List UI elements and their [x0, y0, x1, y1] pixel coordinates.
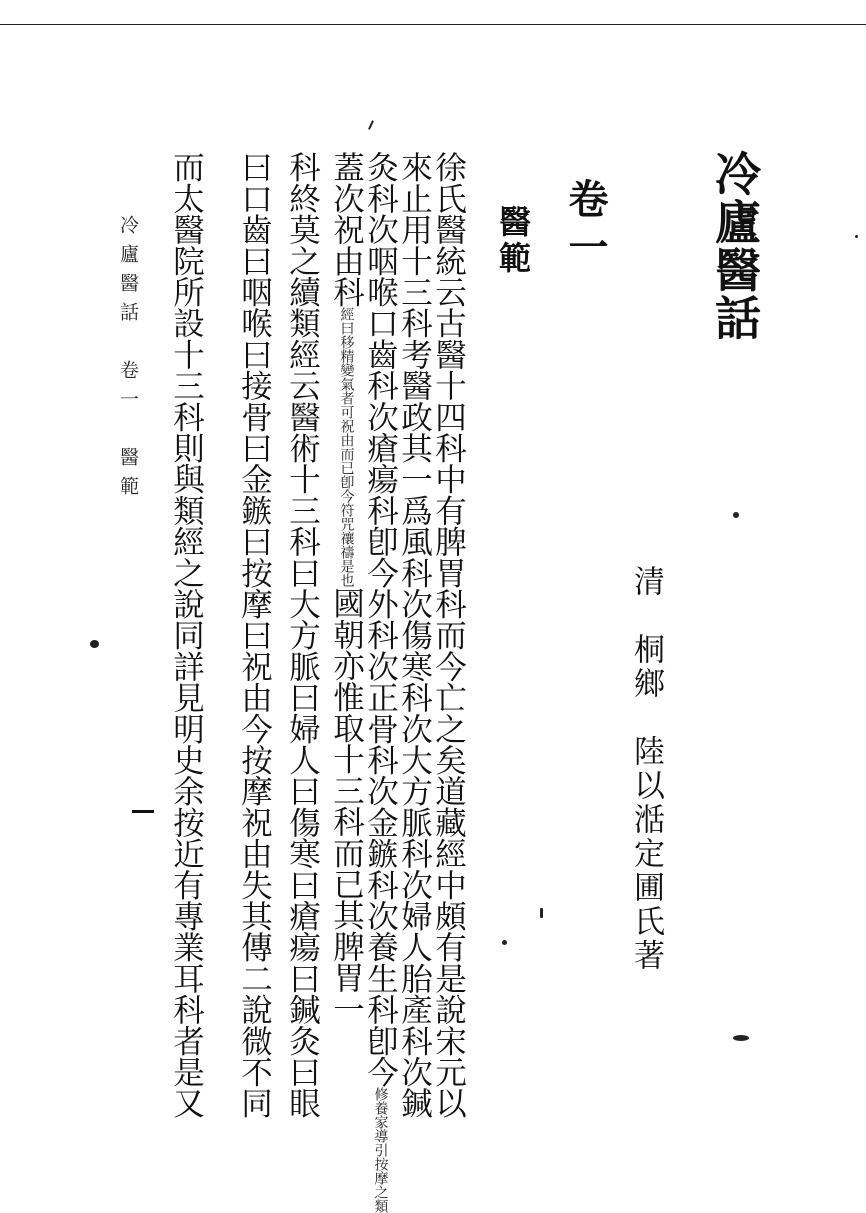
ink-speck: [733, 512, 739, 518]
body-column-2: 來止用十三科考醫政其一爲風科次傷寒科次大方脈科次婦人胎產科次鍼: [396, 151, 433, 1119]
body-column-4: [328, 151, 365, 1024]
ink-speck: [502, 940, 507, 945]
body-column-4-note: 經曰移精變氣者可祝由而已卽今符咒禳禱是也: [338, 307, 355, 588]
author-line: 清 桐鄉 陸以湉定圃氏著: [628, 565, 664, 973]
ink-speck: [855, 235, 858, 238]
body-column-6: 曰口齒曰咽喉曰接骨曰金鏃曰按摩曰祝由今按摩祝由失其傳二說微不同: [236, 151, 273, 1119]
volume-heading: 卷一: [562, 178, 609, 274]
body-column-3: [362, 151, 399, 1213]
margin-running-title: 冷廬醫話 卷一 醫範: [117, 215, 139, 505]
ink-speck: [733, 1035, 749, 1041]
ink-speck: [368, 120, 374, 130]
body-column-4-tail: 國朝亦惟取十三科而已其脾胃一: [328, 587, 365, 1024]
section-heading: 醫範: [494, 205, 532, 277]
folio-number: [132, 810, 154, 813]
book-title: 冷廬醫話: [708, 150, 762, 342]
body-column-1: 徐氏醫統云古醫十四科中有脾胃科而今亡之矣道藏經中頗有是說宋元以: [430, 151, 467, 1119]
body-column-4-text: 蓋次祝由科: [328, 151, 365, 308]
body-column-5: 科終莫之續類經云醫術十三科曰大方脈曰婦人曰傷寒曰瘡瘍曰鍼灸曰眼: [284, 151, 321, 1119]
body-column-3-text: 灸科次咽喉口齒科次瘡瘍科卽今外科次正骨科次金鏃科次養生科卽今: [362, 151, 399, 1088]
body-column-7: 而太醫院所設十三科則與類經之說同詳見明史余按近有專業耳科者是又: [168, 151, 205, 1119]
ink-speck: [90, 640, 99, 648]
ink-speck: [540, 908, 543, 918]
body-column-3-note: 修養家導引按摩之類: [372, 1087, 389, 1213]
top-rule: [0, 24, 866, 25]
